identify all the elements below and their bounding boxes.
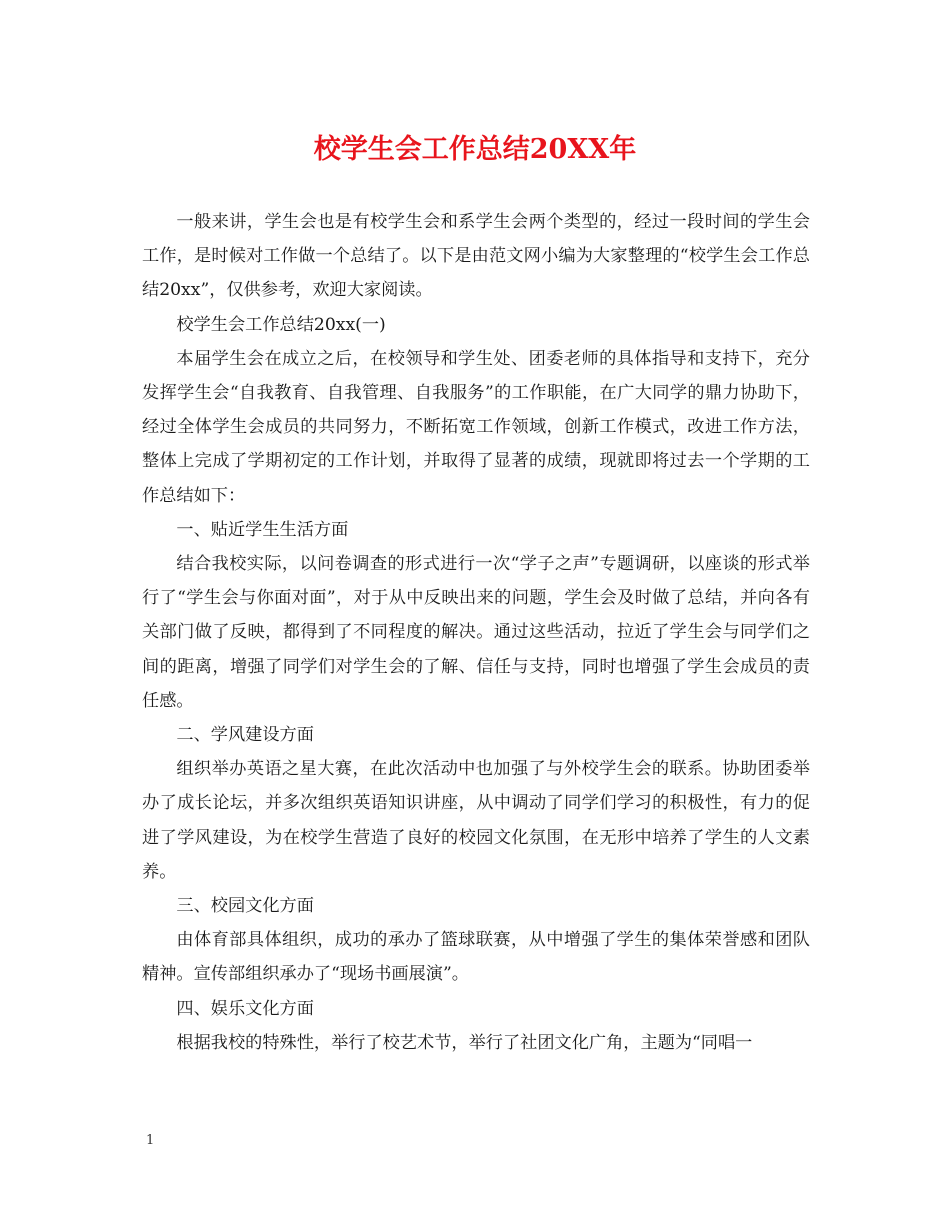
document-body (142, 205, 810, 1060)
section-heading-study-style: 二、学风建设方面 (176, 725, 314, 746)
section-heading-entertainment: 四、娱乐文化方面 (176, 998, 314, 1019)
paragraph-student-life: 结合我校实际，以问卷调查的形式进行一次“学子之声”专题调研，以座谈的形式举行了“学生会与你面对面”，对于从中反映出来的问题，学生会及时做了总结，并向各有关部门做了反映，都得到了不同程度的解决。通过这些活动，拉近了学生会与同学们之间的距离，增强了同学们对学生会的了解、信任与支持，同时也增强了学生会成员的责任感。 (142, 554, 810, 711)
paragraph-campus-culture: 由体育部具体组织，成功的承办了篮球联赛，从中增强了学生的集体荣誉感和团队精神。宣传部组织承办了“现场书画展演”。 (142, 930, 810, 985)
section-heading-campus-culture: 三、校园文化方面 (176, 896, 314, 917)
document-title: 校学生会工作总结20XX年 (313, 134, 637, 165)
paragraph-study-style: 组织举办英语之星大赛，在此次活动中也加强了与外校学生会的联系。协助团委举办了成长论坛，并多次组织英语知识讲座，从中调动了同学们学习的积极性，有力的促进了学风建设，为在校学生营造了良好的校园文化氛围，在无形中培养了学生的人文素养。 (142, 759, 810, 882)
paragraph-subtitle: 校学生会工作总结20xx(一) (176, 314, 386, 335)
paragraph-entertainment: 根据我校的特殊性，举行了校艺术节，举行了社团文化广角，主题为“同唱一 (176, 1032, 753, 1053)
paragraph-intro: 一般来讲，学生会也是有校学生会和系学生会两个类型的，经过一段时间的学生会工作，是时候对工作做一个总结了。以下是由范文网小编为大家整理的“校学生会工作总结20xx”，仅供参考，欢迎大家阅读。 (142, 212, 810, 301)
paragraph-overview: 本届学生会在成立之后，在校领导和学生处、团委老师的具体指导和支持下，充分发挥学生会“自我教育、自我管理、自我服务”的工作职能，在广大同学的鼎力协助下，经过全体学生会成员的共同努力，不断拓宽工作领域，创新工作模式，改进工作方法，整体上完成了学期初定的工作计划，并取得了显著的成绩，现就即将过去一个学期的工作总结如下： (142, 348, 810, 506)
page-number: 1 (146, 1133, 155, 1148)
section-heading-student-life: 一、贴近学生生活方面 (176, 519, 349, 540)
